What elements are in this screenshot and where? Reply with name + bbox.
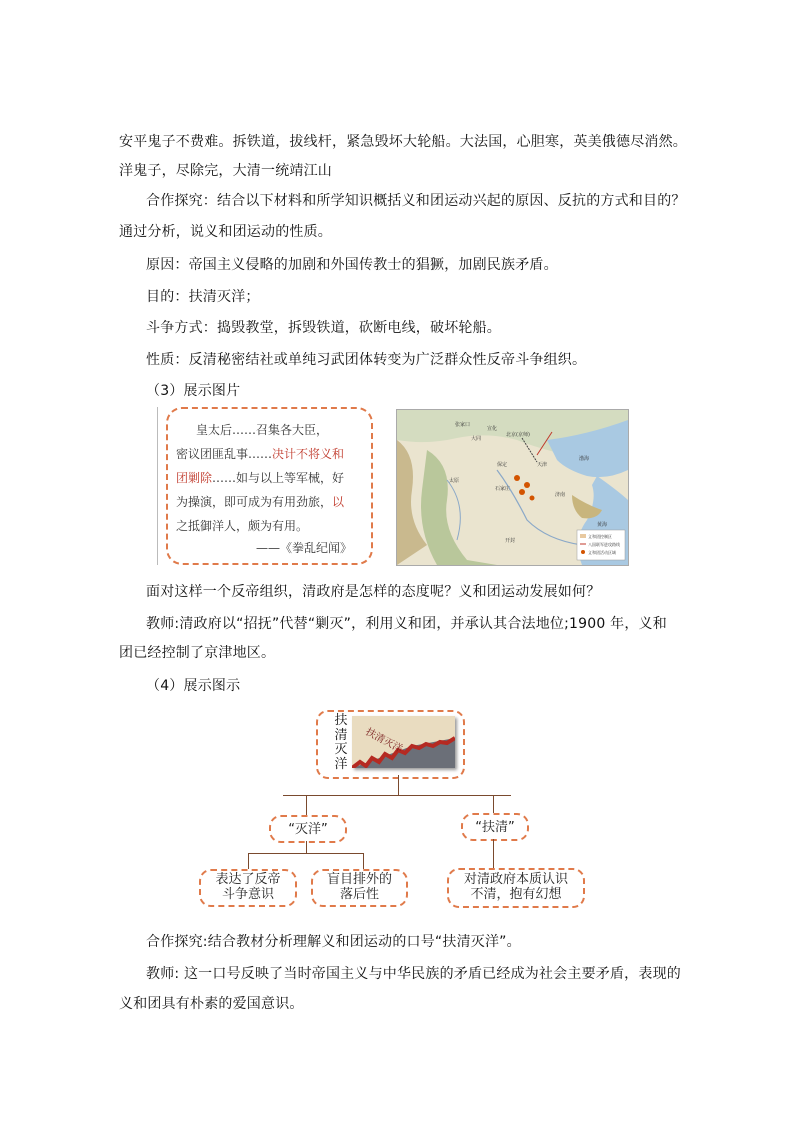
paragraph-line: 通过分析，说义和团运动的性质。 xyxy=(119,224,332,240)
quote-line xyxy=(176,445,344,462)
connector xyxy=(306,795,307,817)
map-legend-item: 义和团控制区 xyxy=(588,534,612,539)
map-label: 保定 xyxy=(497,462,508,468)
quote-text: ……如与以上等军械，好 xyxy=(212,471,345,485)
map-label: 北京(京师) xyxy=(506,432,530,438)
quote-figure xyxy=(157,407,375,565)
paragraph-line: 性质：反清秘密结社或单纯习武团体转变为广泛群众性反帝斗争组织。 xyxy=(146,352,587,368)
paragraph-line: 面对这样一个反帝组织，清政府是怎样的态度呢？义和团运动发展如何？ xyxy=(146,584,601,600)
quote-line xyxy=(176,493,344,510)
quote-line: 皇太后……召集各大臣， xyxy=(196,423,329,437)
connector xyxy=(398,775,399,795)
connector xyxy=(493,795,494,815)
paragraph-line: 目的：扶清灭洋； xyxy=(146,289,260,305)
diagram-node-label xyxy=(311,872,408,902)
diagram-top-char: 扶 xyxy=(334,713,348,728)
flag-image xyxy=(352,716,455,768)
connector xyxy=(283,795,511,796)
diagram-node-line: 斗争意识 xyxy=(221,887,274,902)
paragraph-line: 教师: 这一口号反映了当时帝国主义与中华民族的矛盾已经成为社会主要矛盾，表现的 xyxy=(146,966,681,982)
map-label: 黄海 xyxy=(597,522,608,528)
diagram-node-label xyxy=(199,872,297,902)
paragraph-line: 安平鬼子不费难。拆铁道，拔线杆，紧急毁坏大轮船。大法国，心胆寒，英美俄德尽消然。 xyxy=(119,134,687,150)
diagram-node-line: 对清政府本质认识 xyxy=(463,872,568,887)
paragraph-line: 原因：帝国主义侵略的加剧和外国传教士的猖獗，加剧民族矛盾。 xyxy=(146,257,558,273)
paragraph-line: 合作探究:结合教材分析理解义和团运动的口号“扶清灭洋”。 xyxy=(146,934,521,950)
map-label: 大同 xyxy=(471,436,482,442)
map-label: 开封 xyxy=(505,538,516,544)
diagram-top-char: 清 xyxy=(334,727,348,743)
map-label: 石家庄 xyxy=(495,486,511,492)
paragraph-line: 义和团具有朴素的爱国意识。 xyxy=(119,996,304,1012)
section-heading: （4）展示图示 xyxy=(146,678,241,694)
diagram-top-char: 灭 xyxy=(334,742,348,757)
map-label: 渤海 xyxy=(579,456,590,462)
map-label: 宣化 xyxy=(487,426,498,432)
connector xyxy=(306,841,307,853)
paragraph-line: 斗争方式：捣毁教堂，拆毁铁道，砍断电线，破坏轮船。 xyxy=(146,320,501,336)
map-legend-item: 义和团活动区域 xyxy=(588,550,616,555)
diagram-node-line: 盲目排外的 xyxy=(326,872,392,887)
boxer-map xyxy=(396,409,629,566)
map-label: 济南 xyxy=(555,492,566,498)
diagram-node-label: “扶清” xyxy=(475,820,515,835)
diagram-node-line: 表达了反帝 xyxy=(215,872,281,887)
quote-highlight: 决计不将义和 xyxy=(272,447,345,461)
connector xyxy=(363,853,364,869)
quote-text: 密议团匪乱事…… xyxy=(176,447,273,461)
paragraph-line: 团已经控制了京津地区。 xyxy=(119,645,276,661)
map-label: 张家口 xyxy=(455,422,471,428)
quote-highlight: 团剿除 xyxy=(176,471,213,485)
map-label: 太原 xyxy=(449,478,460,484)
map-graphic xyxy=(397,410,628,565)
quote-highlight: 以 xyxy=(332,495,345,509)
quote-text: 为操演，即可成为有用劲旅， xyxy=(176,495,333,509)
diagram-node-line: 落后性 xyxy=(339,887,379,902)
diagram-node-label: “灭洋” xyxy=(288,822,328,837)
flag-text: 扶清灭洋 xyxy=(363,726,405,756)
diagram-node-line: 不清，抱有幻想 xyxy=(470,887,562,902)
paragraph-line: 合作探究：结合以下材料和所学知识概括义和团运动兴起的原因、反抗的方式和目的？ xyxy=(146,193,686,209)
diagram-top-label xyxy=(334,714,348,772)
map-label: 天津 xyxy=(537,462,548,468)
quote-line xyxy=(176,469,344,486)
quote-source: ——《拳乱纪闻》 xyxy=(256,541,353,555)
paragraph-line: 教师:清政府以“招抚”代替“剿灭”，利用义和团，并承认其合法地位;1900 年，义和 xyxy=(146,616,667,632)
section-heading: （3）展示图片 xyxy=(146,383,241,399)
quote-frame xyxy=(166,407,373,565)
paragraph-line: 洋鬼子，尽除完，大清一统靖江山 xyxy=(119,163,332,179)
connector xyxy=(248,853,249,869)
map-legend-item: 八国联军进攻路线 xyxy=(588,542,620,547)
diagram-top-char: 洋 xyxy=(334,756,348,772)
quote-line: 之抵御洋人，颇为有用。 xyxy=(176,519,309,533)
connector xyxy=(493,839,494,868)
connector xyxy=(248,853,364,854)
diagram-node-label xyxy=(447,872,585,902)
